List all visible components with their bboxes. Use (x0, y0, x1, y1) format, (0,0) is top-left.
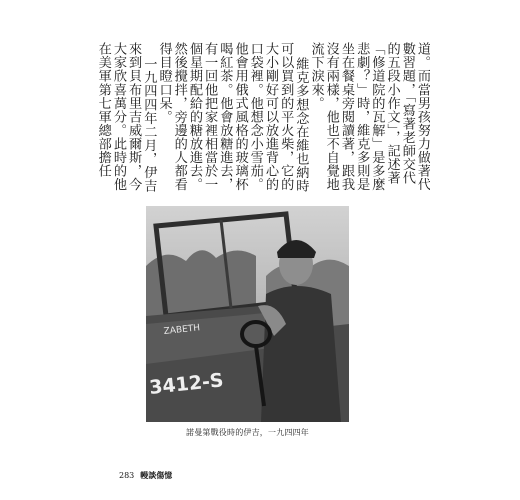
page-footer (119, 470, 172, 481)
body-text (94, 42, 430, 192)
photo-illustration (146, 206, 349, 422)
paragraph-2: 維克多想念在維也納時可以買到的平火柴，它的大小剛好可以放進背心的口袋裡。他想念小雪茄。他會用俄式風格的玻璃杯喝紅茶。他會放糖進去，有一回他把家裡相當於一個星期配給的糖放進去。然後攪拌，旁邊的人都看得目瞪口呆。 (156, 42, 309, 192)
photograph (146, 206, 349, 422)
paragraph-1: 道。而當男孩努力做著代數習題，「寫著老師交代的五段小作文」，記述著「修道院的瓦解」是多麼悲劇？」時，維克多則是坐在餐桌旁閱讀著，跟我沒有兩樣，他也不自覺地流下淚來。 (308, 42, 430, 192)
hood-lettering: ZABETH (163, 323, 201, 337)
vehicle-number: 3412-S (148, 369, 225, 399)
book-title: 幔談傷憶 (140, 471, 173, 480)
paragraph-3: 一九四四年二月，伊吉來到貝布里吉威爾斯，今大家欣喜萬分。此時的他在美軍第七軍總部擔任 (95, 42, 157, 192)
page-number: 283 (119, 471, 135, 480)
photo-caption: 諾曼第戰役時的伊吉，一九四四年 (186, 428, 309, 437)
